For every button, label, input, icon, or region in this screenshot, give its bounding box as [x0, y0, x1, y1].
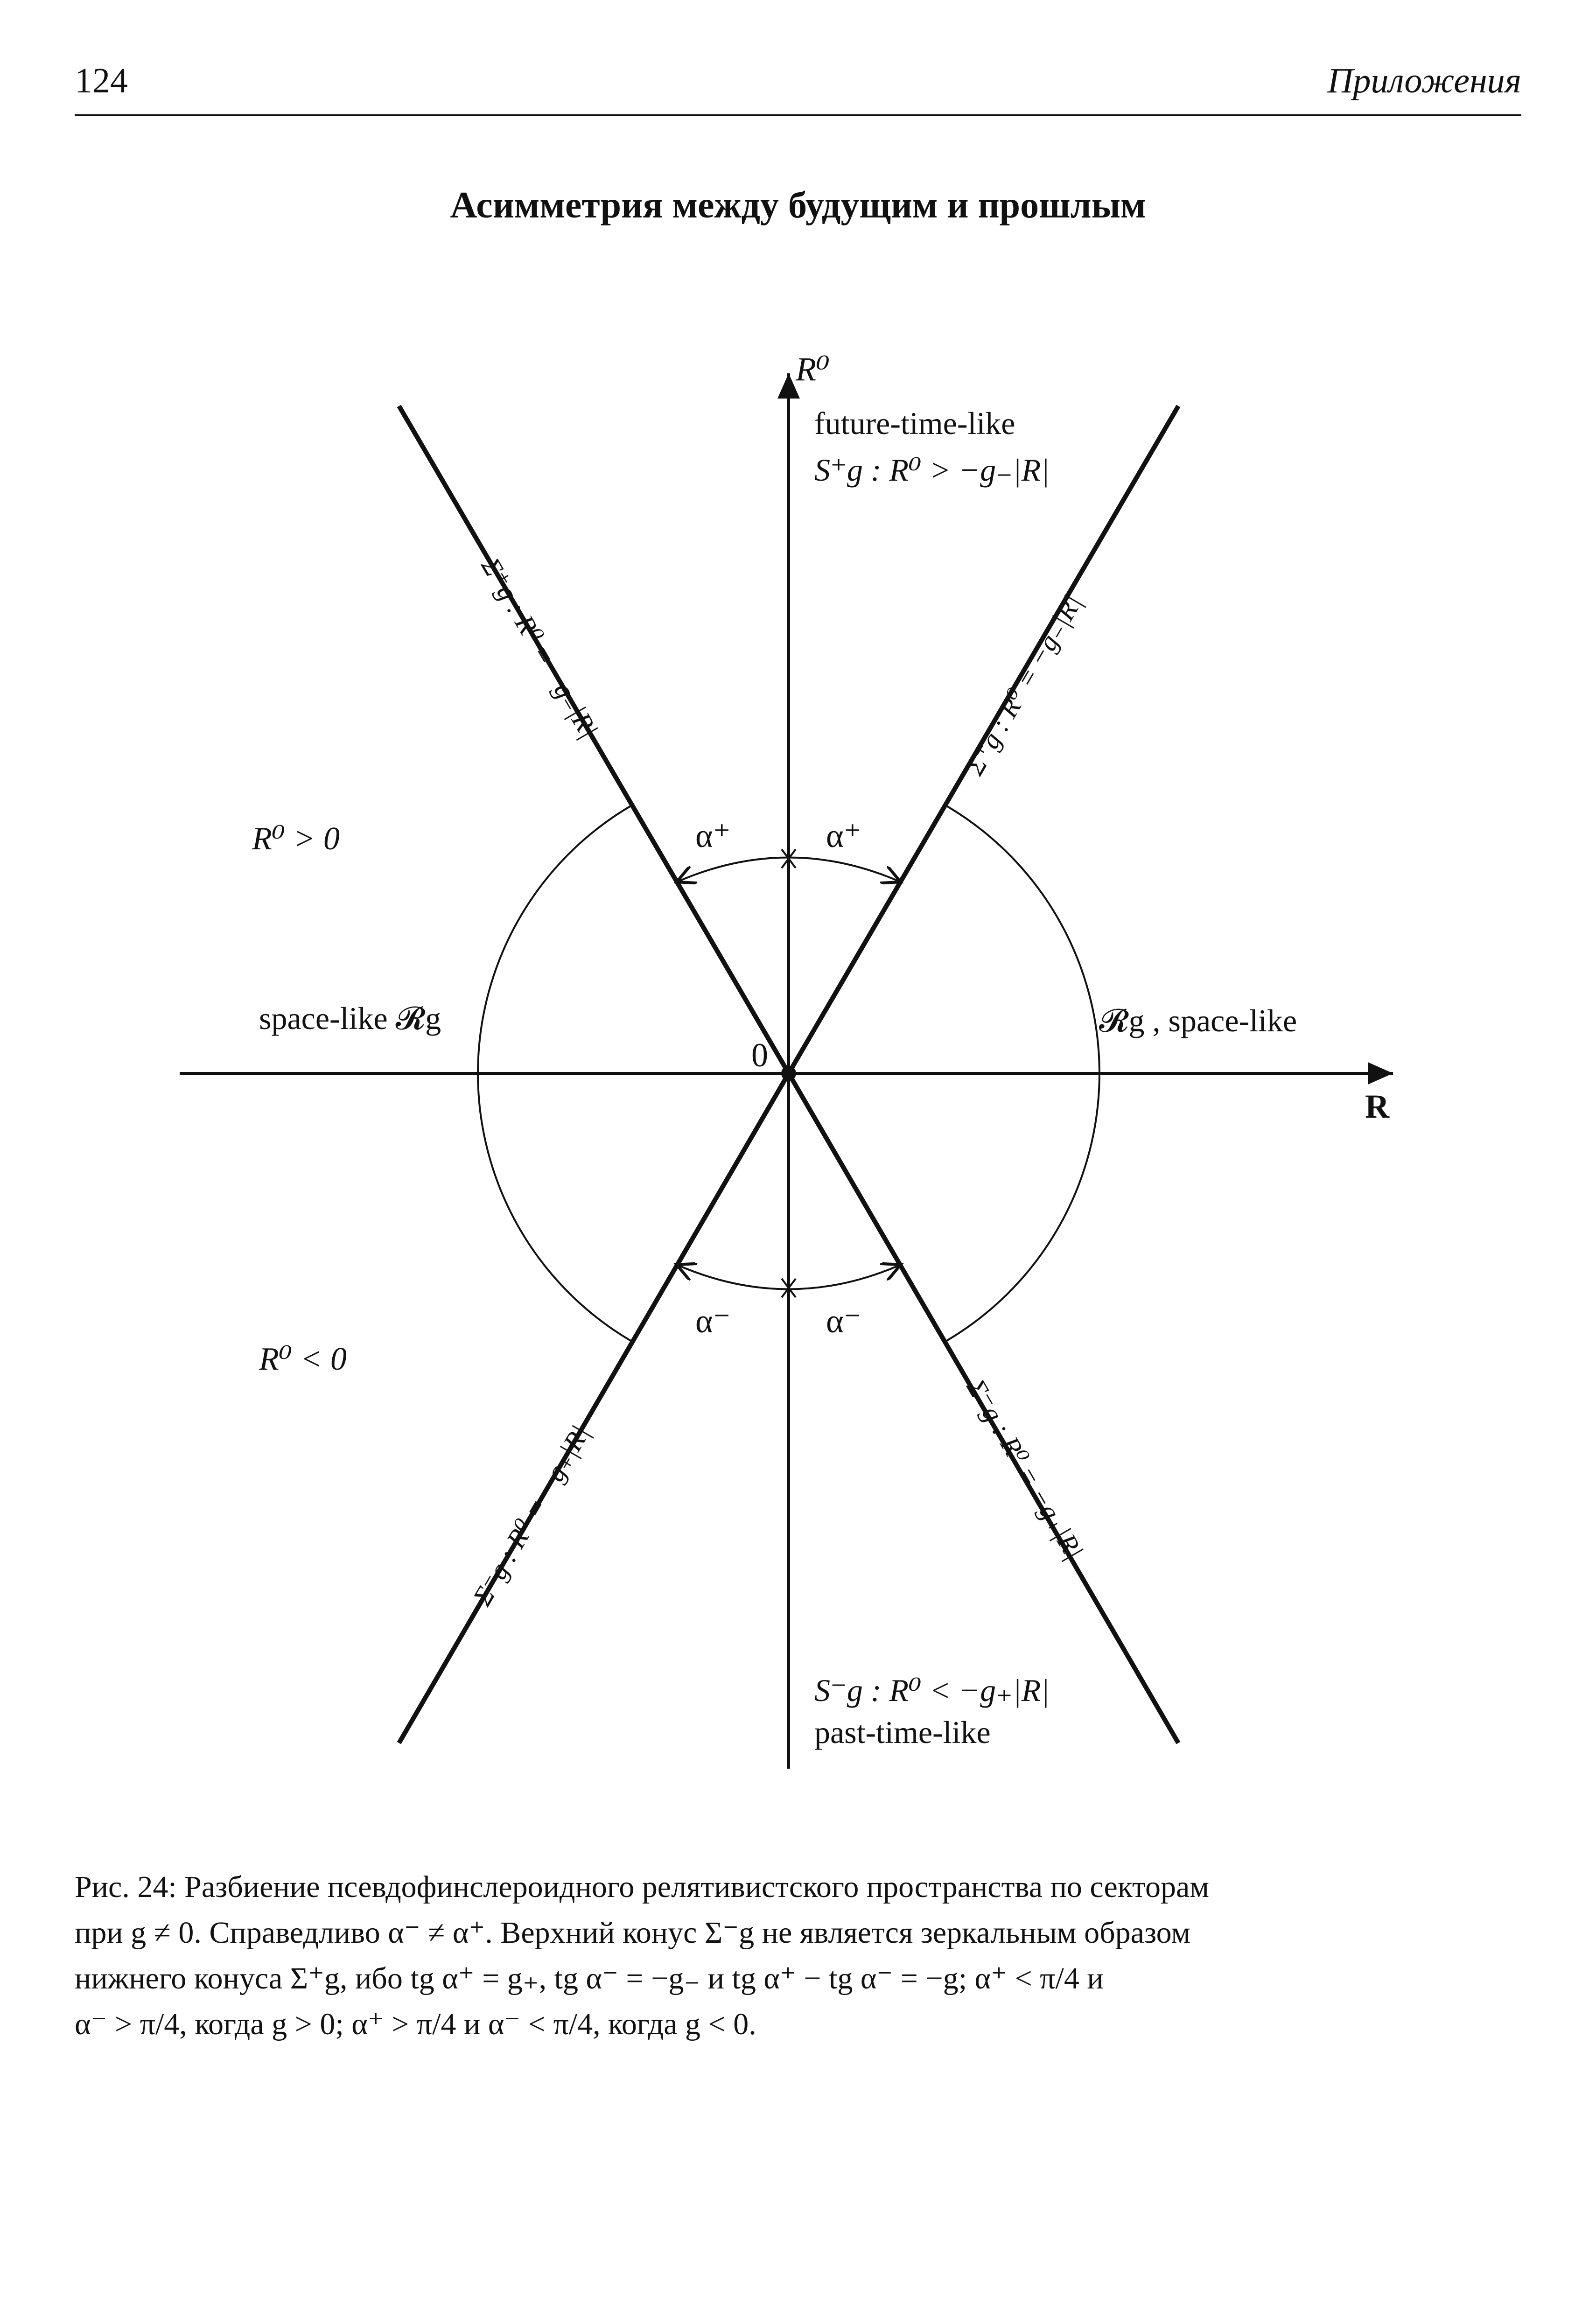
- alpha-minus-right: α⁻: [826, 1302, 861, 1340]
- caption-line-3: нижнего конуса Σ⁺g, ибо tg α⁺ = g₊, tg α⁻ = −g₋ и tg α⁺ − tg α⁻ = −g; α⁺ < π/4 и: [75, 1961, 1104, 1995]
- past-region-name: past-time-like: [814, 1715, 991, 1750]
- figure-caption: [75, 1864, 1521, 2047]
- cone-label-lower-right: Σ⁻g : R⁰ = −g₊|R|: [960, 1373, 1090, 1565]
- cone-line-upper-left: [399, 406, 789, 1073]
- space-like-right-label: 𝓡g , space-like: [1099, 1003, 1297, 1038]
- lower-left-region-label: R⁰ < 0: [259, 1341, 347, 1377]
- space-like-left-label: space-like 𝓡g: [259, 1001, 441, 1036]
- origin-label: 0: [751, 1036, 768, 1074]
- vertical-axis-label: R⁰: [796, 350, 830, 388]
- caption-line-1: Рис. 24: Разбиение псевдофинслероидного релятивистского пространства по секторам: [75, 1870, 1210, 1904]
- alpha-minus-left: α⁻: [695, 1302, 731, 1340]
- cone-line-lower-left: [399, 1073, 789, 1743]
- figure-title: Асимметрия между будущим и прошлым: [450, 185, 1146, 226]
- horizontal-axis-label: R: [1365, 1088, 1389, 1125]
- section-name: Приложения: [1327, 61, 1521, 100]
- cone-label-upper-right: Σ⁺g : R⁰ = −g₋|R|: [959, 589, 1088, 780]
- caption-line-2: при g ≠ 0. Справедливо α⁻ ≠ α⁺. Верхний конус Σ⁻g не является зеркальным образом: [75, 1916, 1191, 1950]
- caption-line-4: α⁻ > π/4, когда g > 0; α⁺ > π/4 и α⁻ < π/4, когда g < 0.: [75, 2007, 756, 2041]
- future-region-condition: S⁺g : R⁰ > −g₋|R|: [814, 452, 1050, 488]
- cone-label-upper-left: Σ⁺g : R⁰ = −g₋|R|: [475, 552, 604, 743]
- upper-left-region-label: R⁰ > 0: [252, 821, 340, 857]
- alpha-plus-right: α⁺: [826, 817, 861, 854]
- past-region-condition: S⁻g : R⁰ < −g₊|R|: [814, 1673, 1050, 1708]
- future-region-name: future-time-like: [814, 406, 1015, 441]
- cone-label-lower-left: Σ⁻g : R⁰ = −g₊|R|: [467, 1420, 595, 1611]
- page-number: 124: [75, 61, 128, 100]
- alpha-plus-left: α⁺: [695, 817, 731, 854]
- origin-dot: [781, 1066, 796, 1081]
